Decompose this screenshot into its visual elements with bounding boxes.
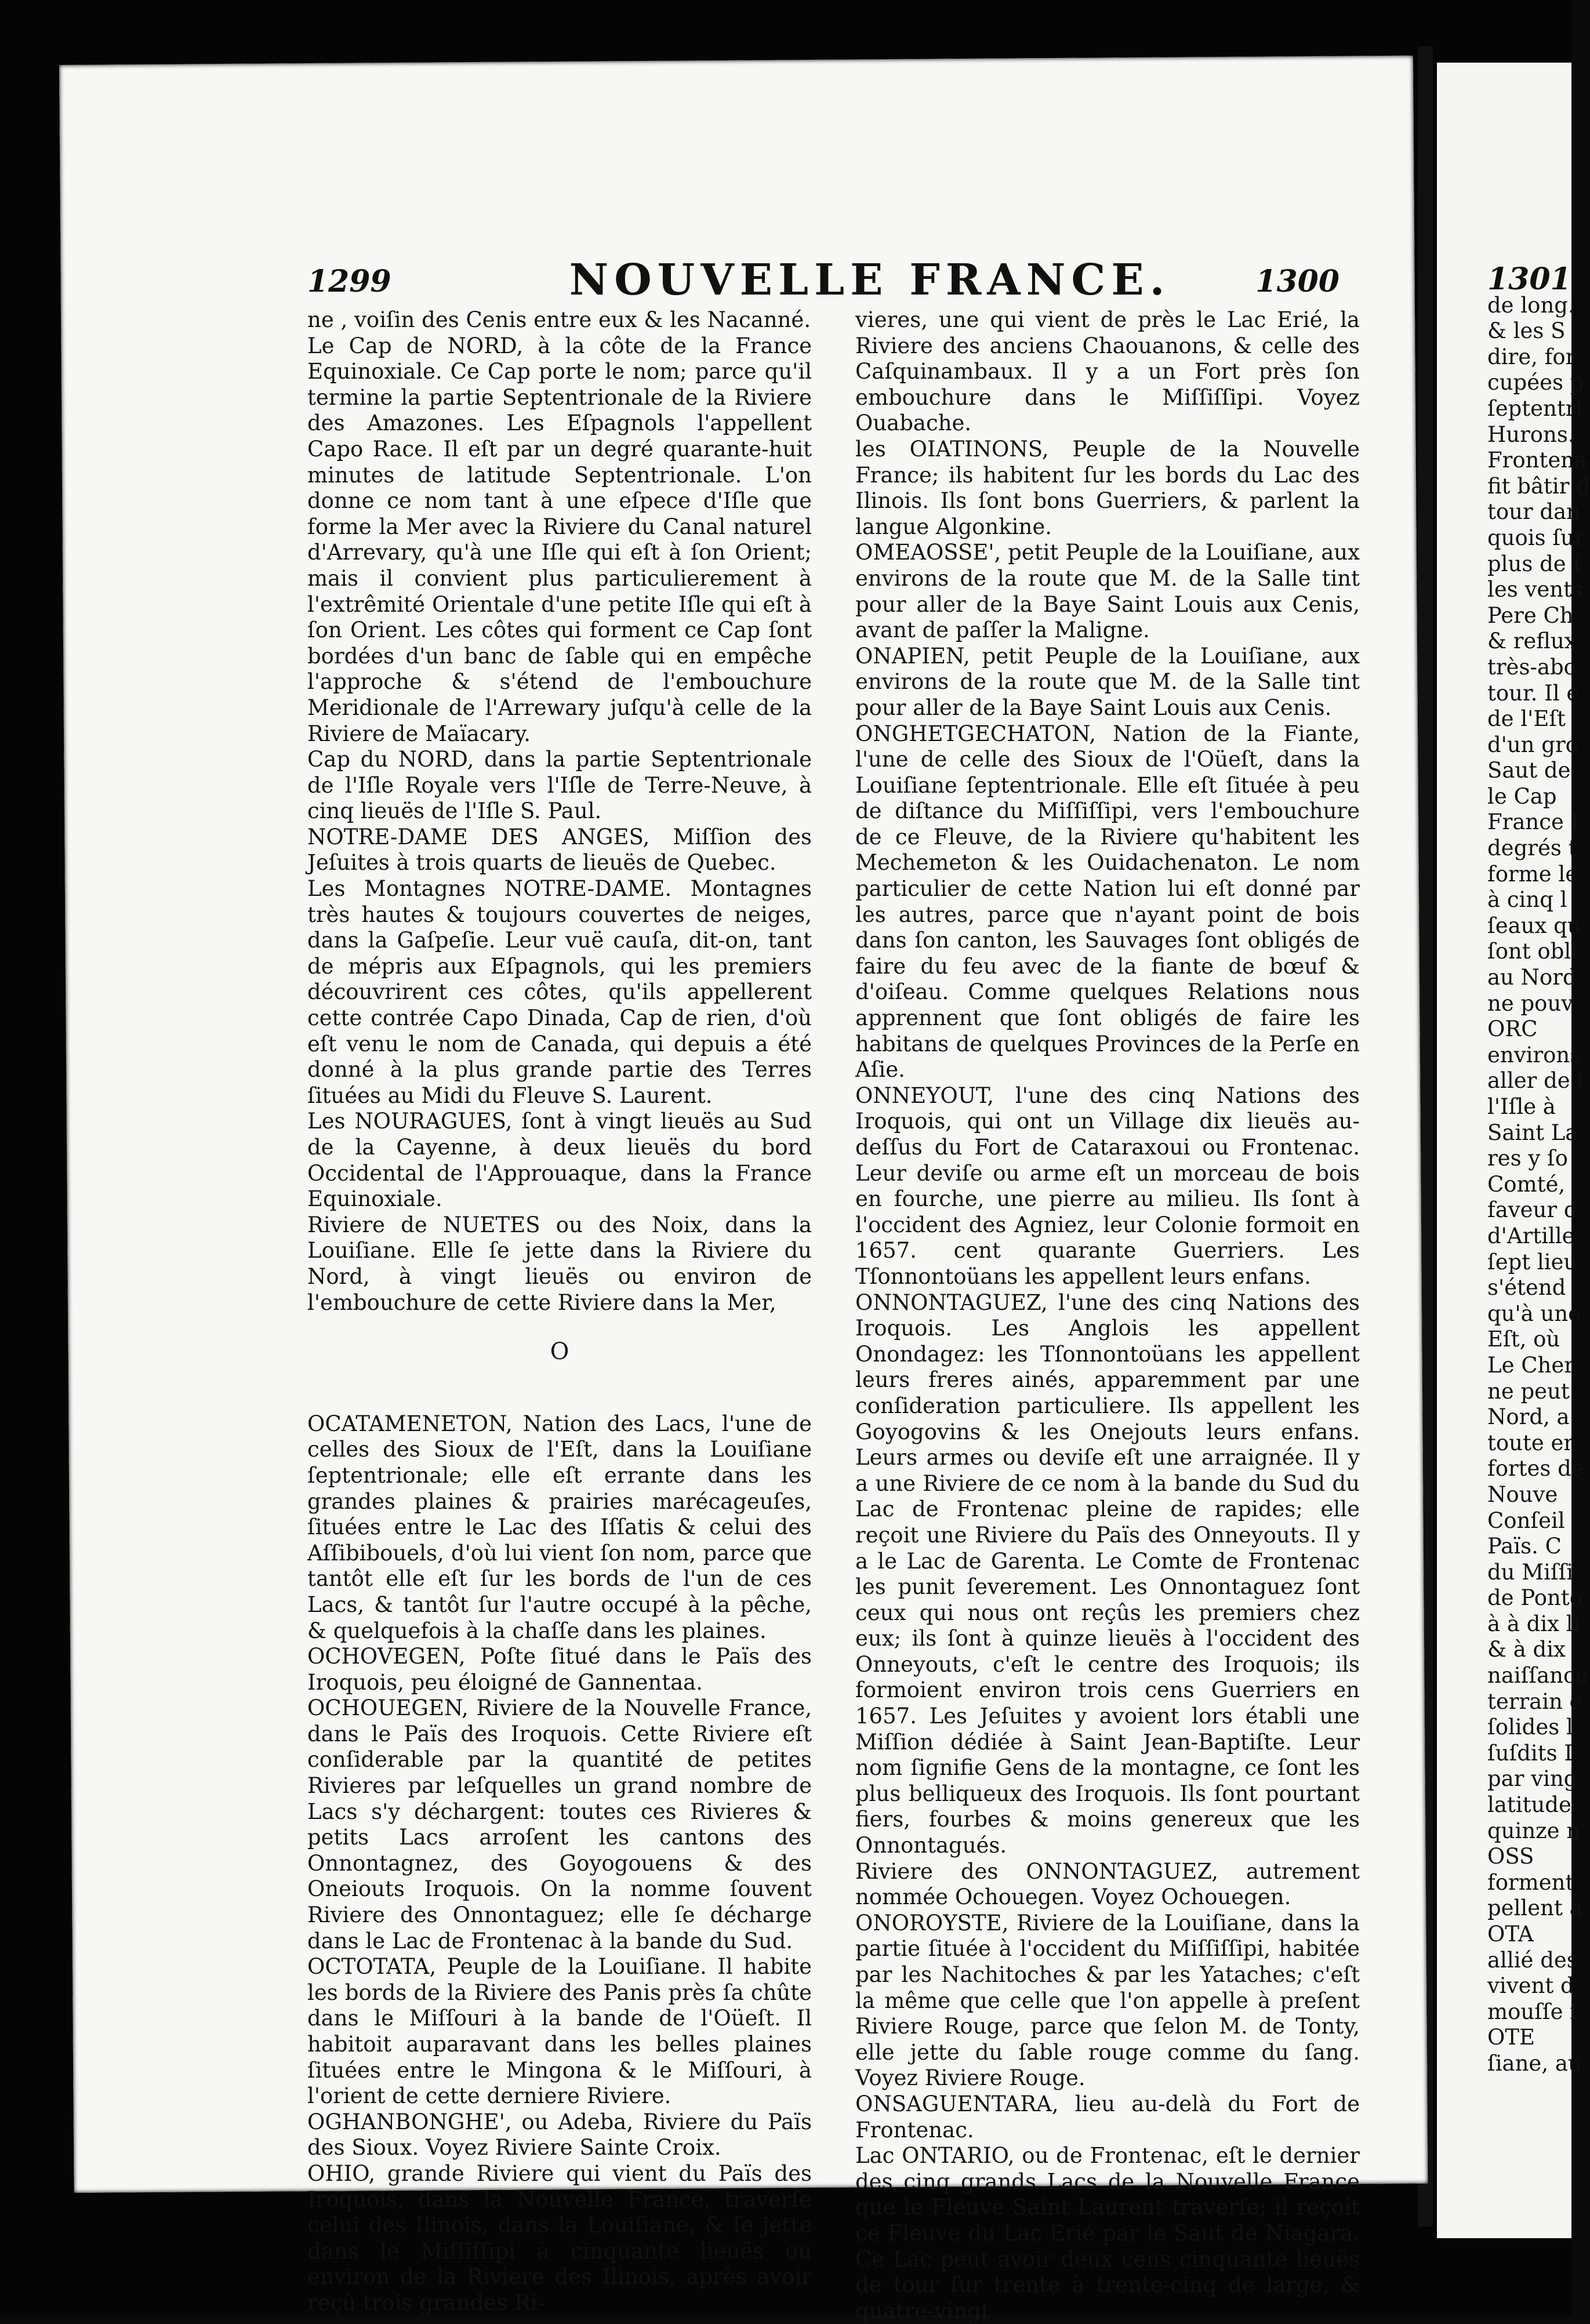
entry-paragraph: Le Cap de NORD, à la côte de la France Equinoxiale. Ce Cap porte le nom; parce qu'il termine la partie Septentrionale de la Riviere des Amazones. Les Eſpagnols l'appellent Capo Race. Il eſt par un degré quarante-huit minutes de latitude Septentrionale. L'on donne ce nom tant à une eſpece d'Iſle que forme la Mer avec la Riviere du Canal naturel d'Arrevary, qu'à une Iſle qui eſt à ſon Orient; mais il convient plus particulierement à l'extrêmité Orientale d'une petite Iſle qui eſt à ſon Orient. Les côtes qui forment ce Cap ſont bordées d'un banc de ſable qui en empêche l'approche & s'étend de l'embouchure Meridionale de l'Arrewary juſqu'à celle de la Riviere de Maïacary.: [307, 333, 812, 746]
next-page-line: à cinq l: [1487, 887, 1567, 913]
entry-paragraph: ONOROYSTE, Riviere de la Louiſiane, dans la partie ſituée à l'occident du Miſſiſſipi, habitée par les Nachitoches & par les Yataches; c'eſt la même que celle que l'on appelle à preſent Riviere Rouge, parce que ſelon M. de Tonty, elle jette du ſable rouge comme du ſang. Voyez Riviere Rouge.: [855, 1910, 1360, 2091]
entry-paragraph: ONSAGUENTARA, lieu au-delà du Fort de Frontenac.: [855, 2091, 1360, 2143]
next-page-line: Saut de: [1487, 758, 1571, 783]
entry-paragraph: OCTOTATA, Peuple de la Louiſiane. Il habite les bords de la Riviere des Panis près ſa chûte dans le Miſſouri à la bande de l'Oüeſt. Il habitoit auparavant dans les belles plaines ſituées entre le Mingona & le Miſſouri, à l'orient de cette derniere Riviere.: [307, 1954, 812, 2109]
next-page-line: allié des: [1487, 1947, 1578, 1973]
page-number-left: 1299: [307, 264, 391, 299]
next-page-line: qu'à une: [1487, 1301, 1581, 1326]
entry-paragraph: Riviere de NUETES ou des Noix, dans la Louiſiane. Elle ſe jette dans la Riviere du Nord, à vingt lieuës ou environ de l'embouchure de cette Riviere dans la Mer,: [307, 1212, 812, 1315]
next-page-line: ſept lieu: [1487, 1249, 1578, 1274]
section-letter: O: [550, 1338, 569, 1366]
entry-paragraph: NOTRE-DAME DES ANGES, Miſſion des Jeſuites à trois quarts de lieuës de Quebec.: [307, 824, 812, 876]
next-page-line: terrain e: [1487, 1688, 1582, 1714]
next-page-line: ne pouv: [1487, 990, 1574, 1016]
next-page-line: l'Iſle à: [1487, 1094, 1556, 1119]
next-page-line: Eſt, où: [1487, 1327, 1560, 1352]
entry-paragraph: ONNONTAGUEZ, l'une des cinq Nations des Iroquois. Les Anglois les appellent Onondagez: les Tſonnontoüans les appellent leurs freres ainés, apparemment par une conſideration particuliere. Ils appellent les Goyogovins & les Onejouts leurs enfans. Leurs armes ou deviſe eſt une arraignée. Il y a une Riviere de ce nom à la bande du Sud du Lac de Frontenac pleine de rapides; elle reçoit une Riviere du Païs des Onneyouts. Il y a le Lac de Garenta. Le Comte de Frontenac les punit ſeverement. Les Onnontaguez ſont ceux qui nous ont reçûs les premiers chez eux; ils ſont à quinze lieuës à l'occident des Onneyouts, c'eſt le centre des Iroquois; ils formoient environ trois cens Guerriers en 1657. Les Jeſuites y avoient lors établi une Miſſion dédiée à Saint Jean-Baptiſte. Leur nom ſignifie Gens de la montagne, ce ſont les plus belliqueux des Iroquois. Ils ſont pourtant fiers, fourbes & moins genereux que les Onnontagués.: [855, 1290, 1360, 1858]
next-page-line: toute en: [1487, 1430, 1578, 1455]
next-page-line: environs: [1487, 1042, 1581, 1067]
next-page-line: par ving: [1487, 1766, 1578, 1792]
next-page-line: France I: [1487, 809, 1580, 835]
next-page-line: quinze n: [1487, 1818, 1581, 1843]
next-page-line: Pere Ch: [1487, 602, 1574, 628]
next-page-line: Comté,: [1487, 1171, 1566, 1197]
entry-paragraph: Les NOURAGUES, ſont à vingt lieuës au Sud de la Cayenne, à deux lieuës du bord Occidental de l'Approuaque, dans la France Equinoxiale.: [307, 1109, 812, 1212]
next-page-line: faveur d: [1487, 1197, 1578, 1223]
page-number-right: 1300: [1255, 264, 1339, 299]
entry-paragraph: Lac ONTARIO, ou de Frontenac, eſt le dernier des cinq grands Lacs de la Nouvelle France que le Fleuve Saint Laurent traverſe; il reçoit ce Fleuve du Lac Erié par le Saut de Niagara. Ce Lac peut avoir deux cens cinquante lieuës de tour ſur trente à trente-cinq de large, & quatre-vingt: [855, 2143, 1360, 2323]
next-page-line: ne peut: [1487, 1378, 1570, 1404]
left-column: [307, 307, 812, 2316]
next-page-line: tour dan: [1487, 499, 1580, 525]
entry-paragraph: Les Montagnes NOTRE-DAME. Montagnes très hautes & toujours couvertes de neiges, dans la Gaſpeſie. Leur vuë cauſa, dit-on, tant de mépris aux Eſpagnols, qui les premiers découvrirent ces côtes, qu'ils appellerent cette contrée Capo Dinada, Cap de rien, d'où eſt venu le nom de Canada, qui depuis a été donné à la plus grande partie des Terres ſituées au Midi du Fleuve S. Laurent.: [307, 876, 812, 1108]
next-page-line: Conſeil: [1487, 1508, 1565, 1533]
next-page-line: au Nord: [1487, 965, 1577, 990]
next-page-line: ſolides l: [1487, 1715, 1573, 1740]
next-page-fragment: [1487, 262, 1590, 2077]
entry-paragraph: ne , voiſin des Cenis entre eux & les Nacanné.: [307, 307, 811, 332]
next-page-line: ſont obli: [1487, 939, 1578, 964]
next-page-line: Nouve: [1487, 1481, 1558, 1507]
next-page-line: de long.: [1487, 292, 1575, 318]
entry-paragraph: ONGHETGECHATON, Nation de la Fiante, l'une de celle des Sioux de l'Oüeſt, dans la Louiſiane ſeptentrionale. Elle eſt ſituée à peu de diſtance du Miſſiſſipi, vers l'embouchure de ce Fleuve, de la Riviere qu'habitent les Mechemeton & les Ouidachenaton. Le nom particulier de cette Nation lui eſt donné par les autres, parce que n'ayant point de bois dans ſon canton, les Sauvages ſont obligés de faire du feu avec de la fiante de bœuf & d'oiſeau. Comme quelques Relations nous apprennent que ſont obligés de faire les habitans de quelques Provinces de la Perſe en Aſie.: [855, 721, 1360, 1083]
next-page-line: les vents: [1487, 577, 1583, 602]
next-page-line: ſeaux qu: [1487, 913, 1581, 938]
next-page-line: fortes de: [1487, 1456, 1584, 1481]
next-page-number: 1301: [1487, 262, 1571, 297]
next-page-line: s'étend: [1487, 1275, 1566, 1301]
next-page-line: de Ponto: [1487, 1585, 1582, 1611]
next-page-line: forment: [1487, 1869, 1574, 1895]
entry-paragraph: ONAPIEN, petit Peuple de la Louiſiane, aux environs de la route que M. de la Salle tint pour aller de la Baye Saint Louis aux Cenis.: [855, 643, 1360, 720]
entry-paragraph: les OIATINONS, Peuple de la Nouvelle France; ils habitent ſur les bords du Lac des Ilinois. Ils ſont bons Guerriers, & parlent la langue Algonkine.: [855, 436, 1360, 539]
entry-paragraph: ONNEYOUT, l'une des cinq Nations des Iroquois, qui ont un Village dix lieuës au-deſſus du Fort de Cataraxoui ou Frontenac. Leur deviſe ou arme eſt un morceau de bois en fourche, une pierre au milieu. Ils ſont à l'occident des Agniez, leur Colonie formoit en 1657. cent quarante Guerriers. Les Tſonnontoüans les appellent leurs enfans.: [855, 1083, 1360, 1289]
next-page-line: Hurons.: [1487, 422, 1575, 447]
next-page-line: vivent d: [1487, 1973, 1574, 1999]
next-page-line: OTE: [1487, 2025, 1535, 2050]
next-page-line: cupées p: [1487, 370, 1584, 395]
next-page-line: le Cap: [1487, 783, 1557, 809]
page-title: NOUVELLE FRANCE.: [569, 255, 1171, 305]
running-head: [307, 255, 1397, 307]
next-page-line: de l'Eſt: [1487, 706, 1566, 732]
next-page-line: ſiane, au: [1487, 2050, 1582, 2076]
next-page-line: & les S: [1487, 318, 1566, 344]
next-page-line: pellent a: [1487, 1895, 1582, 1921]
next-page-line: OTA: [1487, 1922, 1534, 1947]
entry-paragraph: OCHOUEGEN, Riviere de la Nouvelle France, dans le Païs des Iroquois. Cette Riviere eſt conſiderable par la quantité de petites Rivieres par leſquelles un grand nombre de Lacs s'y déchargent: toutes ces Rivieres & petits Lacs arroſent les cantons des Onnontagnez, des Goyogouens & des Oneiouts Iroquois. On la nomme ſouvent Riviere des Onnontaguez; elle ſe décharge dans le Lac de Frontenac à la bande du Sud.: [307, 1695, 812, 1953]
next-page-line: tour. Il e: [1487, 680, 1580, 706]
entry-paragraph: OCATAMENETON, Nation des Lacs, l'une de celles des Sioux de l'Eſt, dans la Louiſiane ſeptentrionale; elle eſt errante dans les grandes plaines & prairies marécageuſes, ſituées entre le Lac des Iſſatis & celui des Aſſibibouels, d'où lui vient ſon nom, parce que tantôt elle eſt ſur les bords de l'un de ces Lacs, & tantôt ſur l'autre occupé à la pêche, & quelquefois à la chaſſe dans les plaines.: [307, 1411, 812, 1643]
next-page-line: naiſſance: [1487, 1663, 1588, 1688]
entry-paragraph: Cap du NORD, dans la partie Septentrionale de l'Iſle Royale vers l'Iſle de Terre-Neuve, à cinq lieuës de l'Iſle S. Paul.: [307, 747, 812, 824]
next-page-line: fit bâtir d: [1487, 473, 1590, 499]
next-page-line: du Miſſi: [1487, 1559, 1574, 1585]
entry-paragraph: vieres, une qui vient de près le Lac Erié, la Riviere des anciens Chaouanons, & celle des Caſquinambaux. Il y a un Fort près ſon embouchure dans le Miſſiſſipi. Voyez Ouabache.: [855, 307, 1360, 436]
next-page-line: ſuſdits L: [1487, 1740, 1578, 1766]
entry-paragraph: OHIO, grande Riviere qui vient du Païs des Iroquois, dans la Nouvelle France, traverſe celui des Ilinois, dans la Louiſiane, & ſe jette dans le Miſſiſſipi à cinquante lieuës ou environ de la Riviere des Ilinois, après avoir reçû trois grandes Ri-: [307, 2160, 812, 2315]
next-page-line: forme le: [1487, 861, 1578, 887]
next-page-line: degrés t: [1487, 836, 1577, 861]
right-column: [855, 307, 1360, 2324]
next-page-line: très-abo: [1487, 654, 1577, 680]
next-page-line: ſeptentri: [1487, 395, 1583, 421]
next-page-line: dire, for: [1487, 344, 1576, 369]
next-page-line: Saint La: [1487, 1120, 1578, 1145]
entry-paragraph: OMEAOSSE', petit Peuple de la Louiſiane, aux environs de la route que M. de la Salle tint pour aller de la Baye Saint Louis aux Cenis, avant de paſſer la Maligne.: [855, 540, 1360, 643]
next-page-line: quois ſur: [1487, 525, 1585, 550]
next-page-line: latitude: [1487, 1792, 1571, 1818]
next-page-line: res y ſo: [1487, 1146, 1568, 1171]
entry-paragraph: Riviere des ONNONTAGUEZ, autrement nommée Ochouegen. Voyez Ochouegen.: [855, 1858, 1360, 1910]
next-page-line: mouſſe f: [1487, 1999, 1578, 2024]
next-page-line: d'un gro: [1487, 732, 1578, 757]
entry-paragraph: OGHANBONGHE', ou Adeba, Riviere du Païs des Sioux. Voyez Riviere Sainte Croix.: [307, 2109, 812, 2160]
next-page-line: à à dix li: [1487, 1611, 1580, 1636]
next-page-line: Nord, a: [1487, 1404, 1570, 1430]
next-page-line: Le Cher: [1487, 1352, 1574, 1378]
next-page-line: & reflux: [1487, 629, 1577, 654]
next-page-line: plus de ſ: [1487, 551, 1581, 576]
next-page-line: Frontena: [1487, 448, 1588, 473]
next-page-line: ORC: [1487, 1016, 1538, 1042]
next-page-line: OSS: [1487, 1844, 1534, 1869]
next-page-line: & à dix: [1487, 1637, 1566, 1662]
entry-paragraph: OCHOVEGEN, Poſte ſitué dans le Païs des Iroquois, peu éloigné de Gannentaa.: [307, 1644, 812, 1695]
next-page-line: d'Artille: [1487, 1223, 1575, 1248]
next-page-line: aller de l: [1487, 1068, 1584, 1094]
next-page-line: Païs. C: [1487, 1534, 1562, 1559]
